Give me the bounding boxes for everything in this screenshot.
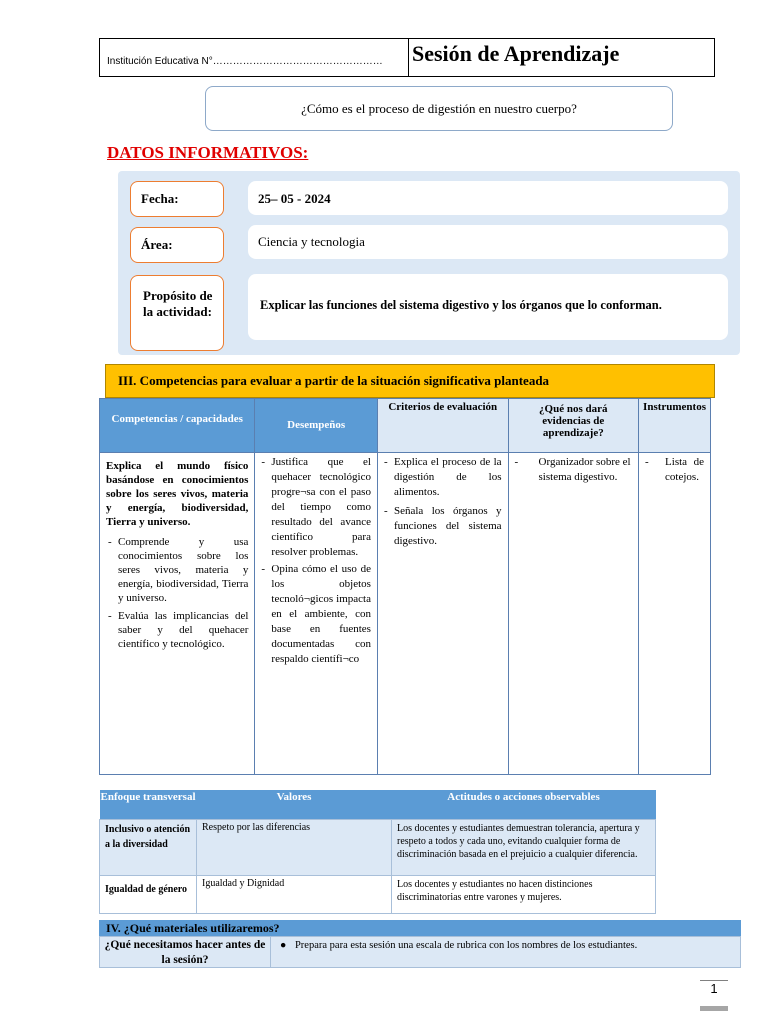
enfoque-name: Inclusivo o atención a la diversidad [100, 820, 197, 876]
competencia-main: Explica el mundo físico basándose en conocimientos sobre los seres vivos, materia y energía, biodiversidad, Tierra y universo. [106, 460, 249, 528]
col-desempenos: Desempeños [255, 399, 378, 453]
competencias-cell [100, 453, 255, 775]
capacidad-item: - Evalúa las implicancias del saber y del quehacer científico y tecnológico. [106, 609, 248, 651]
session-question: ¿Cómo es el proceso de digestión en nuestro cuerpo? [205, 86, 673, 131]
col-instrumentos: Instrumentos [639, 399, 711, 453]
instrumentos-cell [639, 453, 711, 775]
bullet-icon: ● [280, 940, 287, 951]
col-actitudes: Actitudes o acciones observables [392, 790, 656, 820]
competencias-heading: III. Competencias para evaluar a partir de la situación significativa planteada [105, 364, 715, 398]
instrumento-item: - Lista de cotejos. [643, 455, 704, 485]
col-criterios: Criterios de evaluación [377, 399, 508, 453]
datos-heading: DATOS INFORMATIVOS: [107, 143, 309, 162]
desempeno-item: - Opina cómo el uso de los objetos tecnoló¬gicos impacta en el ambiente, con base en fuentes documentadas con respaldo científi¬co [259, 562, 371, 667]
institution-label: Institución Educativa N°…………………………………………… [100, 39, 409, 76]
materiales-question: ¿Qué necesitamos hacer antes de la sesión? [100, 937, 271, 968]
criterio-item: - Explica el proceso de la digestión de los alimentos. [382, 455, 502, 500]
fecha-value: 25– 05 - 2024 [248, 181, 728, 215]
enfoque-actitud: Los docentes y estudiantes demuestran tolerancia, apertura y respeto a todos y cada uno, evitando cualquier forma de discriminación basada en el prejuicio a cualquier diferencia. [392, 820, 656, 876]
fecha-label: Fecha: [130, 181, 224, 217]
capacidad-item: - Comprende y usa conocimientos sobre los seres vivos, materia y energía, biodiversidad, Tierra y universo. [106, 535, 248, 605]
enfoque-actitud: Los docentes y estudiantes no hacen distinciones discriminatorias entre varones y mujeres. [392, 876, 656, 914]
area-label: Área: [130, 227, 224, 263]
desempenos-cell [255, 453, 378, 775]
header-box [99, 38, 715, 77]
enfoque-table [99, 790, 656, 914]
col-enfoque: Enfoque transversal [100, 790, 197, 820]
evidencias-cell [508, 453, 639, 775]
enfoque-valor: Respeto por las diferencias [197, 820, 392, 876]
col-valores: Valores [197, 790, 392, 820]
area-value: Ciencia y tecnologia [248, 225, 728, 259]
info-panel [118, 171, 740, 355]
page-number: 1 [710, 981, 718, 996]
col-competencias: Competencias / capacidades [100, 399, 255, 453]
desempeno-item: - Justifica que el quehacer tecnológico progre¬sa con el paso del tiempo como resultado del avance científico para resolver problemas. [259, 455, 371, 560]
materiales-bullet [280, 940, 637, 951]
col-evidencias: ¿Qué nos dará evidencias de aprendizaje? [508, 399, 639, 453]
materiales-row [99, 936, 741, 968]
competencias-table [99, 398, 711, 775]
page-number-bar [700, 1006, 728, 1011]
criterios-cell [377, 453, 508, 775]
materiales-answer: Prepara para esta sesión una escala de rubrica con los nombres de los estudiantes. [294, 940, 638, 951]
proposito-label: Propósito de la actividad: [130, 275, 224, 351]
enfoque-name: Igualdad de género [100, 876, 197, 914]
enfoque-valor: Igualdad y Dignidad [197, 876, 392, 914]
proposito-value: Explicar las funciones del sistema digestivo y los órganos que lo conforman. [248, 274, 728, 340]
materiales-heading: IV. ¿Qué materiales utilizaremos? [99, 920, 741, 936]
evidencia-item: - Organizador sobre el sistema digestivo. [513, 455, 633, 485]
document-title: Sesión de Aprendizaje [412, 41, 620, 66]
criterio-item: - Señala los órganos y funciones del sistema digestivo. [382, 504, 502, 549]
